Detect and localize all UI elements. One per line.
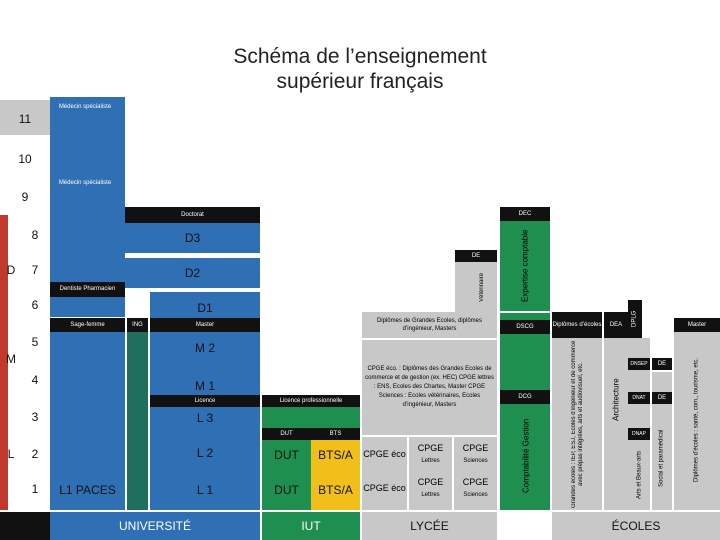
dentiste-label: Dentiste Pharmacien <box>59 286 116 292</box>
veterinaire-label: Vétérinaire <box>479 272 485 302</box>
year-label-8: 8 <box>31 228 39 242</box>
footer-universite-label: UNIVERSITÉ <box>118 519 191 533</box>
dnap-label: DNAP <box>632 430 646 437</box>
title-line-2: supérieur français <box>276 70 444 93</box>
l1-paces-label: L1 PACES <box>59 483 116 497</box>
l1-label: L 1 <box>196 483 214 497</box>
dcg-label: DCG <box>518 393 532 400</box>
diplomes-ecoles-label: Diplômes d’écoles : santé, com., tourisme, etc. <box>693 357 700 483</box>
degree-letter-m: M <box>6 352 16 366</box>
grandes-ecoles-label: Grandes écoles : IEP, ESJ, Ecoles d’ingénieur et de commerce avec prépas intégrées, arts et audiovisuel, etc. <box>571 340 584 508</box>
year-label-3: 3 <box>31 410 39 424</box>
cpge-eco-1-label: CPGE éco <box>363 482 406 493</box>
social-label: Social et paramédical <box>658 429 665 487</box>
m2-label: M 2 <box>194 341 215 355</box>
sage-femme-label: Sage-femme <box>70 321 105 328</box>
ing-label: ING <box>132 321 143 328</box>
cpge-sciences-2-sub: Sciences <box>463 457 488 464</box>
year-label-5: 5 <box>31 335 39 349</box>
dplg-label: DPLG <box>631 310 638 328</box>
m1-label: M 1 <box>194 379 215 393</box>
cpge-lettres-2-title: CPGE <box>417 442 444 453</box>
degree-letter-l: L <box>7 447 15 461</box>
arts-label: Arts et Beaux-arts <box>636 450 643 500</box>
diplomes-ge-label: Diplômes de Grandes Ecoles, diplômes d’ingénieur, Masters <box>376 318 483 332</box>
bts-2-label: BTS/A <box>318 448 353 462</box>
diplomes-ecoles-label: Diplômes d’écoles <box>552 321 602 328</box>
year-label-10: 10 <box>18 152 32 166</box>
cpge-text-label: CPGE éco. : Diplômes des Grandes Ecoles de commerce et de gestion (ex. HEC) CPGE lettres : ENS, Ecoles des Chartes, Master CPGE Sciences : Ecoles vétérinaires, Ecoles d’ingénieur, Masters <box>365 366 494 408</box>
year-label-6: 6 <box>31 298 39 312</box>
footer-iut-label: IUT <box>301 519 321 533</box>
licence-label: Licence <box>194 397 216 404</box>
dnat-label: DNAT <box>632 394 646 401</box>
year-label-4: 4 <box>31 373 39 387</box>
dea-label: DEA <box>609 321 623 328</box>
doctorat-label: Doctorat <box>181 211 204 218</box>
medecin-specialiste-label-bottom: Médecin spécialiste <box>58 179 112 186</box>
footer-left-cell <box>0 512 50 540</box>
de-social-label-1: DE <box>657 360 667 367</box>
dec-label: DEC <box>518 210 532 217</box>
d1-label: D1 <box>197 301 213 315</box>
medecin-specialiste-label-top: Médecin spécialiste <box>58 103 112 110</box>
dut-2-label: DUT <box>274 448 299 462</box>
dnsep-label: DNSEP <box>630 360 648 367</box>
cpge-lettres-2-sub: Lettres <box>421 457 440 464</box>
cpge-lettres-1-title: CPGE <box>417 476 444 487</box>
cpge-lettres-1-sub: Lettres <box>421 491 440 498</box>
compta-label: Comptabilité Gestion <box>521 418 531 494</box>
l3-label: L 3 <box>196 411 214 425</box>
footer-lycee-label: LYCÉE <box>410 519 449 533</box>
dut-1-label: DUT <box>274 483 299 497</box>
degree-letter-d: D <box>6 263 16 277</box>
cpge-eco-2-label: CPGE éco <box>363 448 406 459</box>
year-label-9: 9 <box>21 190 29 204</box>
licence-pro-label: Licence professionnelle <box>279 397 343 404</box>
year-label-1: 1 <box>31 482 39 496</box>
de-veterinaire-label: DE <box>471 252 481 259</box>
de-social-label-2: DE <box>657 394 667 401</box>
cpge-sciences-1-sub: Sciences <box>463 491 488 498</box>
expertise-label: Expertise comptable <box>520 229 530 303</box>
dscg-label: DSCG <box>516 323 534 330</box>
d2-label: D2 <box>184 266 201 280</box>
bts-header-label: BTS <box>329 430 342 437</box>
dut-header-label: DUT <box>280 430 293 437</box>
diagram-title <box>140 44 580 94</box>
master-label-univ: Master <box>195 321 215 328</box>
d3-label: D3 <box>184 231 201 245</box>
year-label-2: 2 <box>31 447 39 461</box>
ing-column <box>127 318 148 510</box>
year-label-7: 7 <box>31 263 39 277</box>
title-line-1: Schéma de l’enseignement <box>233 45 487 68</box>
cpge-sciences-2-title: CPGE <box>462 442 489 453</box>
dentiste-block <box>50 297 125 317</box>
licence-pro-block <box>262 407 360 428</box>
footer-ecoles-label: ÉCOLES <box>611 519 661 533</box>
bts-1-label: BTS/A <box>318 483 353 497</box>
master-label-ecoles: Master <box>687 321 707 328</box>
year-label-11: 11 <box>18 112 32 126</box>
cpge-sciences-1-title: CPGE <box>462 476 489 487</box>
l2-label: L 2 <box>196 446 214 460</box>
architecture-label: Architecture <box>611 378 621 422</box>
